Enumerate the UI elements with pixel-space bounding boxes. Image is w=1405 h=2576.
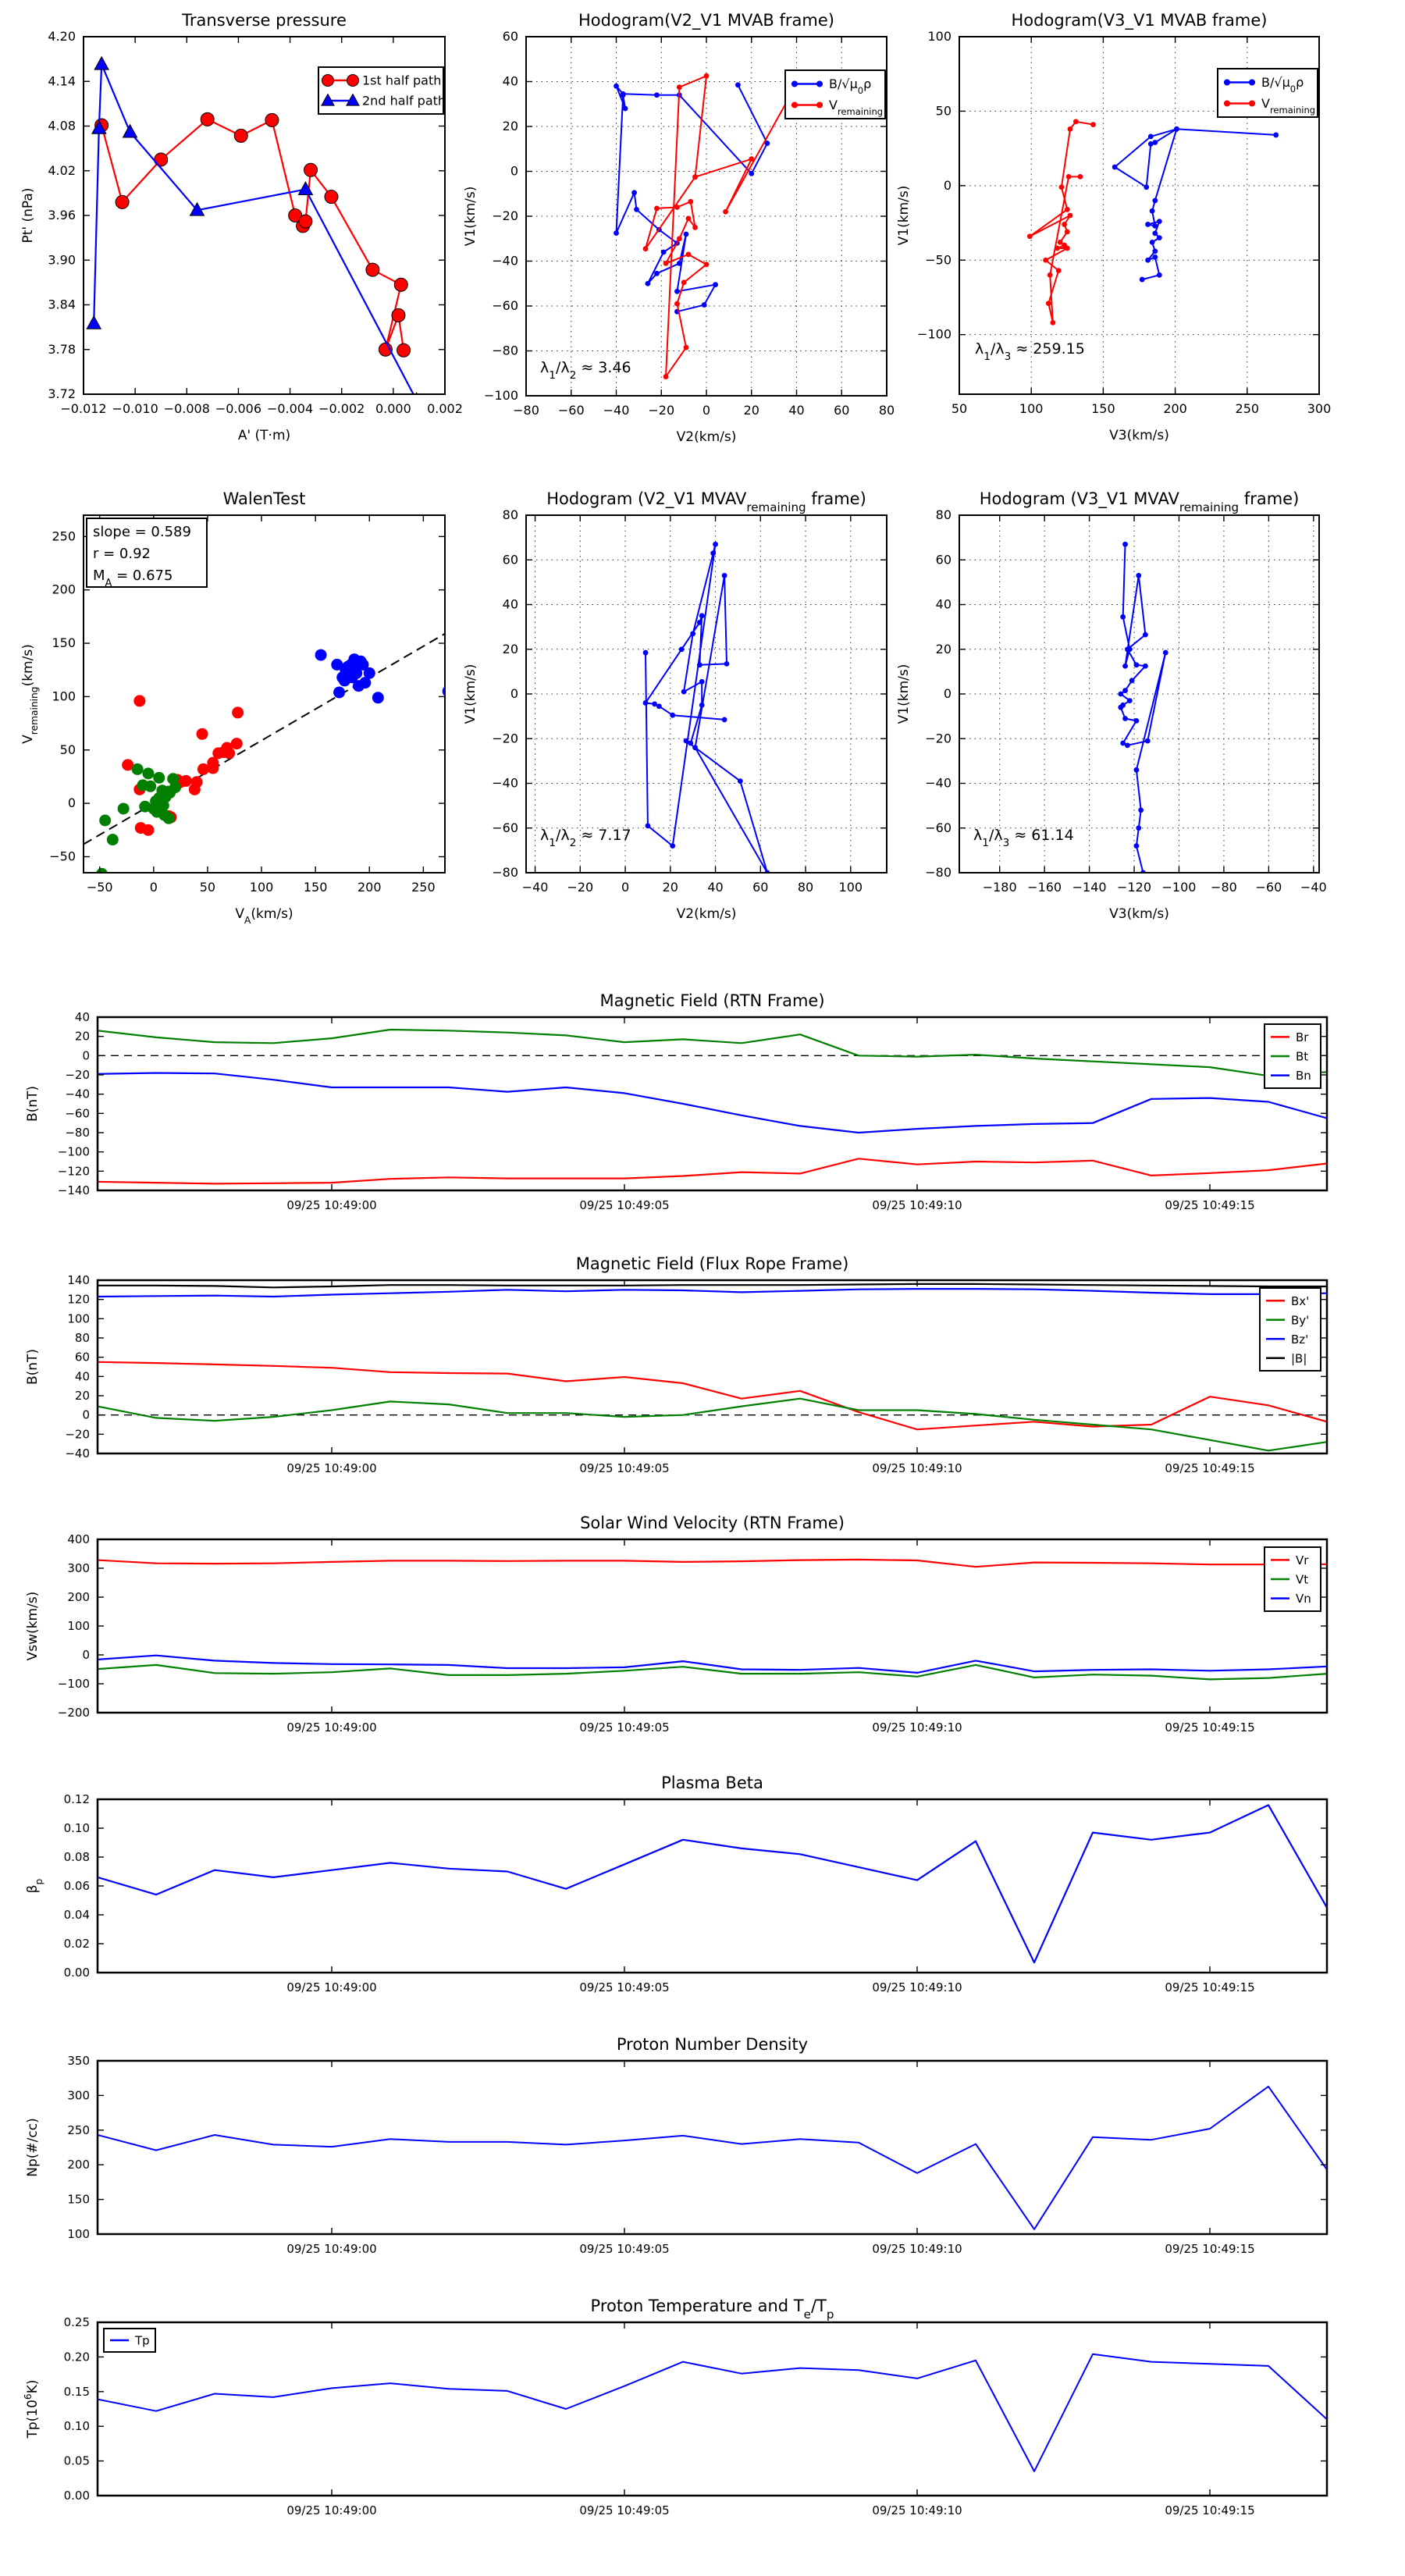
x-tick-label: 20: [743, 403, 759, 418]
series-Bt: [98, 1030, 1327, 1076]
y-tick-label: 4.08: [48, 118, 76, 133]
y-tick-label: 3.78: [48, 341, 76, 357]
x-tick-label: 09/25 10:49:15: [1165, 2242, 1255, 2256]
y-tick-label: −80: [65, 1126, 90, 1140]
y-tick-label: 20: [74, 1029, 90, 1044]
series-Vt: [98, 1665, 1327, 1680]
series-|B|: [98, 1284, 1327, 1287]
y-tick-label: −60: [925, 820, 951, 835]
x-axis-label: V3(km/s): [1109, 428, 1169, 443]
x-tick-label: 150: [1091, 401, 1115, 416]
y-tick-label: 3.84: [48, 297, 76, 312]
legend-label-0: Br: [1296, 1030, 1309, 1044]
legend-label-0: $B/√\mu_0\rho$: [829, 76, 872, 96]
x-tick-label: 300: [1307, 401, 1332, 416]
x-tick-label: 100: [1019, 401, 1044, 416]
x-axis-label: A' (T·m): [237, 428, 291, 443]
x-tick-label: 09/25 10:49:10: [872, 2242, 962, 2256]
chart-title: Solar Wind Velocity (RTN Frame): [580, 1514, 845, 1532]
x-tick-label: 09/25 10:49:00: [286, 2503, 377, 2517]
x-tick-label: −80: [1211, 880, 1237, 895]
series-group: [1027, 119, 1279, 325]
y-tick-label: 0: [510, 686, 518, 701]
chart-title: Hodogram(V3_V1 MVAB frame): [1011, 11, 1268, 30]
chart-title: WalenTest: [222, 489, 306, 508]
legend: [104, 2329, 155, 2352]
series-group: [643, 542, 770, 876]
y-tick-label: −60: [492, 298, 518, 313]
x-tick-label: 09/25 10:49:05: [579, 1461, 670, 1475]
series-Bx': [98, 1362, 1327, 1429]
legend-label-1: Vt: [1296, 1572, 1309, 1587]
x-tick-label: 0: [702, 403, 711, 418]
y-axis-label: $\beta_p$: [25, 1878, 44, 1894]
y-tick-label: 140: [67, 1273, 90, 1287]
y-axis-label: Np(#/cc): [25, 2118, 41, 2177]
stats-line: r = 0.92: [93, 546, 151, 562]
y-tick-label: 250: [52, 528, 76, 544]
x-tick-label: 09/25 10:49:00: [286, 1198, 377, 1212]
chart-transverse-pressure: [20, 11, 463, 443]
y-tick-label: 0: [943, 177, 951, 193]
y-tick-label: 40: [74, 1010, 90, 1024]
y-tick-label: 300: [67, 2088, 90, 2103]
y-tick-label: −50: [925, 252, 951, 268]
y-tick-label: 0.02: [63, 1937, 90, 1951]
chart-title: Hodogram (V2_V1 $MVAV_{remaining}$ frame): [546, 489, 866, 514]
y-tick-label: −50: [49, 849, 76, 864]
y-tick-label: 0.00: [63, 1966, 90, 1980]
chart-magnetic-field-rtn: [25, 991, 1327, 1212]
stats-line: $M_A = 0.675$: [93, 568, 173, 589]
series-Vr: [98, 1560, 1327, 1567]
series-V remaining: [646, 76, 795, 376]
y-tick-label: 300: [67, 1561, 90, 1575]
series-B/sqrt(mu0 rho): [1115, 129, 1276, 279]
markers-B/sqrt(mu0 rho): [614, 82, 770, 314]
x-tick-label: 0: [149, 880, 158, 895]
x-tick-label: 50: [199, 880, 216, 895]
series-group: [98, 1030, 1327, 1183]
x-axis-label: V3(km/s): [1109, 906, 1169, 922]
y-tick-label: 40: [502, 596, 518, 612]
series-fit line: [84, 634, 445, 845]
x-tick-label: −0.002: [318, 401, 365, 416]
y-tick-label: 50: [59, 742, 76, 757]
y-tick-label: 40: [502, 73, 518, 89]
y-tick-label: −60: [492, 820, 518, 835]
series-Np: [98, 2087, 1327, 2229]
markers-B/sqrt(mu0 rho): [1112, 126, 1279, 283]
x-tick-label: −0.012: [60, 401, 107, 416]
series-group: [98, 1560, 1327, 1679]
y-tick-label: −140: [57, 1183, 90, 1197]
x-tick-label: 09/25 10:49:00: [286, 1720, 377, 1735]
y-tick-label: 200: [67, 1590, 90, 1604]
y-tick-label: −20: [925, 731, 951, 746]
y-tick-label: 3.72: [48, 386, 76, 401]
legend-label-0: $B/√\mu_0\rho$: [1261, 75, 1304, 94]
legend: [1264, 1024, 1321, 1088]
markers-V remaining: [643, 73, 797, 379]
x-tick-label: −0.006: [215, 401, 262, 416]
y-tick-label: −40: [65, 1087, 90, 1101]
x-tick-label: 40: [788, 403, 805, 418]
legend-label-1: Bt: [1296, 1049, 1309, 1064]
legend-label-0: Tp: [135, 2333, 150, 2348]
y-tick-label: 80: [935, 507, 951, 522]
y-tick-label: −40: [492, 253, 518, 269]
markers-scatter blue: [315, 649, 454, 704]
markers-1st half path: [95, 112, 411, 357]
y-tick-label: −200: [57, 1706, 90, 1720]
y-tick-label: 200: [52, 582, 76, 597]
x-tick-label: 80: [797, 880, 814, 895]
y-axis-label: Vsw(km/s): [25, 1591, 41, 1661]
x-tick-label: −100: [1161, 880, 1197, 895]
chart-title: Proton Number Density: [616, 2035, 809, 2054]
y-tick-label: −100: [484, 388, 518, 403]
legend-label-0: Vr: [1296, 1553, 1309, 1567]
x-axis-label: V2(km/s): [676, 429, 737, 445]
y-tick-label: 3.90: [48, 252, 76, 268]
series-group: [1118, 542, 1168, 876]
x-tick-label: −20: [648, 403, 675, 418]
chart-title: Magnetic Field (Flux Rope Frame): [575, 1254, 849, 1273]
series-group: [614, 73, 797, 379]
x-tick-label: 50: [951, 401, 968, 416]
series-V remaining: [1030, 122, 1093, 323]
series-V path: [646, 544, 767, 873]
series-V path: [1121, 544, 1165, 873]
chart-hodogram-v2v1-mvab: [463, 11, 895, 445]
x-tick-label: 09/25 10:49:15: [1165, 2503, 1255, 2517]
y-tick-label: −40: [492, 775, 518, 791]
ticks: [98, 2061, 1327, 2234]
y-tick-label: 120: [67, 1292, 90, 1307]
y-tick-label: 20: [935, 641, 951, 656]
y-tick-label: −20: [492, 208, 518, 223]
x-tick-label: −40: [521, 880, 549, 895]
x-tick-label: 09/25 10:49:00: [286, 1980, 377, 1994]
y-tick-label: −80: [925, 865, 951, 880]
x-tick-label: 09/25 10:49:00: [286, 2242, 377, 2256]
x-tick-label: 40: [707, 880, 724, 895]
legend-label-1: By': [1291, 1313, 1310, 1328]
x-tick-label: 09/25 10:49:10: [872, 1980, 962, 1994]
y-tick-label: −80: [492, 865, 518, 880]
x-tick-label: −20: [567, 880, 594, 895]
x-tick-label: 100: [249, 880, 274, 895]
markers-V path: [1118, 542, 1168, 876]
legend-label-2: Vn: [1296, 1592, 1311, 1606]
series-Tp: [98, 2354, 1327, 2471]
legend-label-0: 1st half path: [362, 73, 442, 88]
grid: [526, 515, 887, 873]
x-tick-label: 09/25 10:49:05: [579, 1980, 670, 1994]
x-tick-label: 200: [357, 880, 382, 895]
chart-hodogram-v3v1-mvab: [896, 11, 1331, 443]
y-tick-label: 0.12: [63, 1792, 90, 1806]
y-tick-label: −100: [57, 1677, 90, 1691]
legend: [318, 67, 446, 114]
lambda-annotation: $\lambda_1/\lambda_2 \approx 7.17$: [540, 827, 631, 849]
y-tick-label: 100: [52, 688, 76, 704]
y-tick-label: 80: [74, 1331, 90, 1345]
y-tick-label: −120: [57, 1164, 90, 1179]
y-tick-label: 350: [67, 2054, 90, 2068]
chart-solar-wind-velocity: [25, 1514, 1327, 1735]
x-tick-label: 09/25 10:49:10: [872, 1720, 962, 1735]
y-axis-label: B(nT): [25, 1348, 41, 1386]
x-tick-label: 09/25 10:49:05: [579, 1198, 670, 1212]
y-tick-label: 0: [943, 686, 951, 701]
chart-proton-temperature: [23, 2297, 1327, 2517]
ticks: [98, 1539, 1327, 1713]
y-tick-label: 100: [927, 29, 951, 44]
y-axis-label: $Tp(10^6K)$: [23, 2379, 41, 2439]
series-1st half path: [101, 119, 404, 350]
x-tick-label: 09/25 10:49:15: [1165, 1198, 1255, 1212]
series-Bn: [98, 1073, 1327, 1133]
stats-line: slope = 0.589: [93, 524, 191, 540]
x-axis-label: $V_A(km/s)$: [235, 906, 293, 926]
ticks: [98, 1799, 1327, 1973]
y-tick-label: −20: [65, 1068, 90, 1082]
legend-label-1: $V_{remaining}$: [1261, 96, 1316, 116]
y-tick-label: 0: [67, 795, 76, 811]
y-tick-label: 3.96: [48, 208, 76, 222]
y-tick-label: 150: [52, 635, 76, 651]
x-tick-label: 09/25 10:49:10: [872, 1198, 962, 1212]
x-tick-label: 09/25 10:49:00: [286, 1461, 377, 1475]
ticks: [98, 2322, 1327, 2496]
series-group: [98, 2087, 1327, 2229]
x-tick-label: −120: [1117, 880, 1152, 895]
x-axis-label: V2(km/s): [676, 906, 737, 922]
x-tick-label: 0.002: [427, 401, 463, 416]
lambda-annotation: $\lambda_1/\lambda_3 \approx 61.14$: [973, 827, 1074, 849]
y-tick-label: −20: [65, 1427, 90, 1442]
y-tick-label: 0.08: [63, 1850, 90, 1864]
y-tick-label: −40: [65, 1446, 90, 1461]
y-tick-label: 100: [67, 1311, 90, 1326]
x-tick-label: 0.000: [375, 401, 411, 416]
x-tick-label: −180: [982, 880, 1017, 895]
chart-hodogram-v3v1-mvav: [896, 489, 1327, 922]
y-axis-label: V1(km/s): [463, 664, 478, 724]
chart-title: Hodogram (V3_V1 $MVAV_{remaining}$ frame): [979, 489, 1300, 514]
y-axis-label: V1(km/s): [896, 664, 912, 724]
y-tick-label: 20: [502, 119, 518, 133]
chart-title: Proton Temperature and $T_e/T_p$: [590, 2297, 834, 2322]
y-tick-label: 0.04: [63, 1908, 90, 1922]
series-B/sqrt(mu0 rho): [617, 85, 768, 311]
y-tick-label: −60: [65, 1106, 90, 1121]
y-tick-label: 0: [82, 1048, 90, 1063]
chart-title: Plasma Beta: [661, 1774, 763, 1792]
series-group: [98, 1284, 1327, 1450]
x-tick-label: 250: [411, 880, 436, 895]
x-tick-label: 09/25 10:49:15: [1165, 1720, 1255, 1735]
chart-hodogram-v2v1-mvav: [463, 489, 887, 922]
x-tick-label: 09/25 10:49:05: [579, 2242, 670, 2256]
y-tick-label: 0.05: [63, 2453, 90, 2468]
y-tick-label: −40: [925, 775, 951, 791]
legend-label-1: $V_{remaining}$: [829, 98, 884, 117]
legend: [1260, 1288, 1321, 1371]
x-tick-label: 09/25 10:49:05: [579, 2503, 670, 2517]
x-tick-label: −0.010: [112, 401, 158, 416]
series-group: [98, 2354, 1327, 2471]
x-tick-label: −50: [86, 880, 113, 895]
series-group: [98, 1805, 1327, 1962]
x-tick-label: −160: [1027, 880, 1062, 895]
y-tick-label: 0: [82, 1648, 90, 1662]
y-axis-label: $V_{remaining}(km/s)$: [20, 644, 40, 744]
y-tick-label: 60: [502, 552, 518, 568]
x-tick-label: 80: [878, 403, 895, 418]
legend-label-1: 2nd half path: [362, 93, 446, 109]
series-Br: [98, 1158, 1327, 1183]
y-tick-label: 4.02: [48, 162, 76, 178]
y-axis-label: V1(km/s): [463, 186, 478, 247]
y-tick-label: 20: [74, 1389, 90, 1403]
markers-scatter green: [96, 763, 181, 880]
x-tick-label: −0.008: [163, 401, 210, 416]
y-tick-label: 20: [502, 641, 518, 656]
lambda-annotation: $\lambda_1/\lambda_2 \approx 3.46$: [540, 359, 631, 382]
x-tick-label: 09/25 10:49:10: [872, 1461, 962, 1475]
lambda-annotation: $\lambda_1/\lambda_3 \approx 259.15$: [975, 340, 1085, 363]
x-tick-label: 60: [752, 880, 769, 895]
x-tick-label: −0.004: [266, 401, 314, 416]
legend-label-2: Bn: [1296, 1069, 1311, 1083]
chart-title: Magnetic Field (RTN Frame): [599, 991, 825, 1010]
y-tick-label: 40: [74, 1369, 90, 1384]
y-tick-label: 0.20: [63, 2350, 90, 2364]
y-tick-label: 0: [510, 163, 518, 179]
axes-box: [98, 2061, 1327, 2234]
chart-walen-test: [20, 489, 454, 926]
legend: [1218, 69, 1318, 117]
chart-title: Transverse pressure: [182, 11, 347, 30]
y-tick-label: 100: [67, 2227, 90, 2241]
y-tick-label: −80: [492, 343, 518, 358]
y-axis-label: Pt' (nPa): [20, 187, 36, 244]
y-tick-label: 60: [74, 1350, 90, 1364]
y-tick-label: 4.20: [48, 29, 76, 44]
chart-plasma-beta: [25, 1774, 1327, 1994]
y-tick-label: 60: [502, 29, 518, 44]
x-tick-label: −60: [1255, 880, 1282, 895]
y-tick-label: 0: [82, 1407, 90, 1422]
legend-label-0: Bx': [1291, 1293, 1310, 1308]
y-tick-label: −100: [917, 326, 951, 342]
y-tick-label: 40: [935, 596, 951, 612]
series-group: [84, 634, 454, 880]
x-tick-label: −40: [603, 403, 630, 418]
series-beta_p: [98, 1805, 1327, 1962]
y-tick-label: 200: [67, 2158, 90, 2172]
legend: [785, 70, 885, 119]
chart-title: Hodogram(V2_V1 MVAB frame): [578, 11, 834, 30]
y-tick-label: 400: [67, 1532, 90, 1546]
y-tick-label: 60: [935, 552, 951, 568]
y-tick-label: −20: [492, 731, 518, 746]
markers-V remaining: [1027, 119, 1096, 325]
y-tick-label: −100: [57, 1144, 90, 1159]
y-axis-label: B(nT): [25, 1085, 41, 1123]
x-tick-label: −140: [1072, 880, 1107, 895]
y-tick-label: 4.14: [48, 73, 76, 89]
x-tick-label: 250: [1235, 401, 1260, 416]
x-tick-label: −40: [1300, 880, 1327, 895]
x-tick-label: 200: [1163, 401, 1187, 416]
axes-box: [98, 2322, 1327, 2496]
y-tick-label: 0.10: [63, 2419, 90, 2434]
y-tick-label: 150: [67, 2192, 90, 2207]
x-tick-label: 20: [662, 880, 678, 895]
x-tick-label: 150: [303, 880, 328, 895]
x-tick-label: 09/25 10:49:10: [872, 2503, 962, 2517]
y-tick-label: 0.10: [63, 1821, 90, 1835]
x-tick-label: 09/25 10:49:05: [579, 1720, 670, 1735]
y-tick-label: 100: [67, 1619, 90, 1633]
y-tick-label: 0.25: [63, 2315, 90, 2329]
x-tick-label: 09/25 10:49:15: [1165, 1461, 1255, 1475]
x-tick-label: 60: [834, 403, 850, 418]
x-tick-label: −60: [557, 403, 585, 418]
y-tick-label: 0.15: [63, 2384, 90, 2399]
y-tick-label: 250: [67, 2122, 90, 2137]
axes-box: [98, 1539, 1327, 1713]
x-tick-label: −80: [513, 403, 539, 418]
axes-box: [98, 1799, 1327, 1973]
x-tick-label: 09/25 10:49:15: [1165, 1980, 1255, 1994]
y-axis-label: V1(km/s): [896, 185, 912, 246]
x-tick-label: 0: [621, 880, 630, 895]
chart-magnetic-field-flux-rope: [25, 1254, 1327, 1475]
y-tick-label: 80: [502, 507, 518, 522]
y-tick-label: 50: [935, 103, 951, 119]
x-tick-label: 100: [838, 880, 863, 895]
series-Bz': [98, 1289, 1327, 1297]
legend-label-2: Bz': [1291, 1332, 1309, 1347]
y-tick-label: 0.00: [63, 2489, 90, 2503]
chart-proton-number-density: [25, 2035, 1327, 2256]
y-tick-label: 0.06: [63, 1879, 90, 1893]
legend-label-3: |B|: [1291, 1351, 1307, 1366]
legend: [1264, 1547, 1321, 1611]
